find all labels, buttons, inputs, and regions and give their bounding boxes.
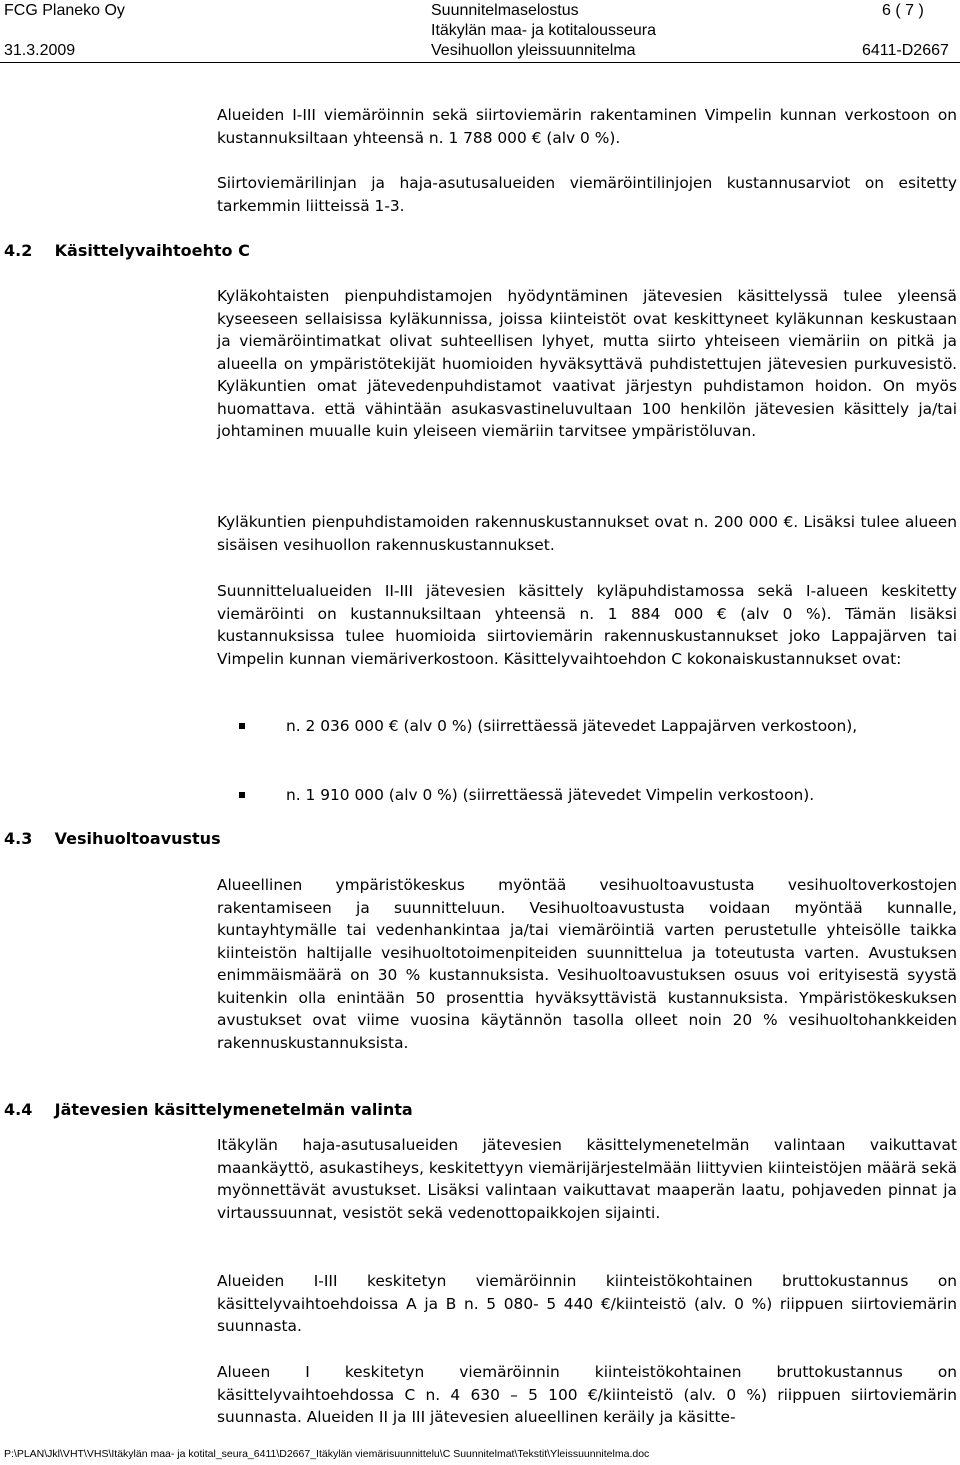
paragraph-gross-cost-c: Alueen I keskitetyn viemäröinnin kiinteistökohtainen bruttokustannus on käsittelyvaihtoehdossa C n. 4 630 – 5 100 €/kiinteistö (alv. 0 %) riippuen siirtoviemärin suunnasta. Alueiden II ja III jätevesien alueellinen keräily ja käsitte- (217, 1363, 957, 1426)
header-plan: Vesihuollon yleissuunnitelma (431, 42, 636, 59)
header-date: 31.3.2009 (4, 42, 76, 59)
paragraph-village-costs: Kyläkuntien pienpuhdistamoiden rakennuskustannukset ovat n. 200 000 €. Lisäksi tulee alueen sisäisen vesihuollon rakennuskustannukset. (217, 513, 957, 554)
section-title: Jätevesien käsittelymenetelmän valinta (54, 1100, 413, 1119)
bullet-marker (239, 723, 245, 729)
bullet-vimpeli-cost: n. 1 910 000 (alv 0 %) (siirrettäessä jätevedet Vimpelin verkostoon). (286, 786, 815, 804)
paragraph-sewer-costs: Alueiden I-III viemäröinnin sekä siirtoviemärin rakentaminen Vimpelin kunnan verkostoon on kustannuksiltaan yhteensä n. 1 788 000 € (alv 0 %). (217, 106, 957, 147)
section-title: Vesihuoltoavustus (54, 829, 221, 848)
section-number: 4.3 (4, 829, 33, 848)
header-doc-type: Suunnitelmaselostus (431, 2, 579, 19)
bullet-lappajarvi-cost: n. 2 036 000 € (alv 0 %) (siirrettäessä jätevedet Lappajärven verkostoon), (286, 717, 858, 735)
header-project-code: 6411-D2667 (862, 42, 949, 59)
section-number: 4.4 (4, 1100, 33, 1119)
section-heading-4-2 (4, 240, 250, 262)
header-project: Itäkylän maa- ja kotitalousseura (431, 22, 656, 39)
paragraph-method-selection: Itäkylän haja-asutusalueiden jätevesien käsittelymenetelmän valintaan vaikuttavat maankäyttö, asukastiheys, keskitettyyn viemärijärjestelmään liittyvien kiinteistöjen määrä sekä myönnettävät avustukset. Lisäksi valintaan vaikuttavat maaperän laatu, pohjaveden pinnat ja virtaussuunnat, vesistöt sekä vedenottopaikkojen sijainti. (217, 1136, 957, 1222)
section-number: 4.2 (4, 241, 33, 260)
header-page-number: 6 ( 7 ) (882, 2, 924, 19)
section-heading-4-3 (4, 828, 221, 850)
paragraph-cost-estimates: Siirtoviemärilinjan ja haja-asutusalueiden viemäröintilinjojen kustannusarviot on esitetty tarkemmin liitteissä 1-3. (217, 174, 957, 215)
paragraph-water-subsidy: Alueellinen ympäristökeskus myöntää vesihuoltoavustusta vesihuoltoverkostojen rakentamiseen ja suunnitteluun. Vesihuoltoavustusta voidaan myöntää kunnalle, kuntayhtymälle tai vedenhankintaa ja/tai viemäröintiä varten perustetulle yhteisölle taikka kiinteistön haltijalle vesihuoltotoimenpiteiden suunnittelua ja toteutusta varten. Avustuksen enimmäismäärä on 30 % kustannuksista. Vesihuoltoavustuksen osuus voi erityisestä syystä kuitenkin olla enintään 50 prosenttia hyväksyttävistä kustannuksista. Ympäristökeskuksen avustukset ovat viime vuosina käytännön tasolla olleet noin 20 % vesihuoltohankkeiden rakennuskustannuksista. (217, 876, 957, 1052)
paragraph-option-c-costs: Suunnittelualueiden II-III jätevesien käsittely kyläpuhdistamossa sekä I-alueen keskitetty viemäröinti on kustannuksiltaan yhteensä n. 1 884 000 € (alv 0 %). Tämän lisäksi kustannuksissa tulee huomioida siirtoviemärin rakennuskustannukset joko Lappajärven tai Vimpelin kunnan viemäriverkostoon. Käsittelyvaihtoehdon C kokonaiskustannukset ovat: (217, 582, 957, 668)
section-title: Käsittelyvaihtoehto C (54, 241, 250, 260)
bullet-marker (239, 792, 245, 798)
paragraph-gross-cost-ab: Alueiden I-III keskitetyn viemäröinnin kiinteistökohtainen bruttokustannus on käsittelyvaihtoehdoissa A ja B n. 5 080- 5 440 €/kiinteistö (alv. 0 %) riippuen siirtoviemärin suunnasta. (217, 1272, 957, 1335)
footer-file-path: P:\PLAN\Jkl\VHT\VHS\Itäkylän maa- ja kotital_seura_6411\D2667_Itäkylän viemärisuunnittelu\C Suunnitelmat\Tekstit\Yleissuunnitelma.doc (4, 1448, 650, 1460)
paragraph-village-treatment: Kyläkohtaisten pienpuhdistamojen hyödyntäminen jätevesien käsittelyssä tulee yleensä kyseeseen sellaisissa kyläkunnissa, joissa kiinteistöt ovat keskittyneet kyläkunnan keskustaan ja viemäröintimatkat olivat suhteellisen lyhyet, mutta siirto yhteiseen viemäriin on pitkä ja alueella on ympäristötekijät huomioiden hyväksyttävä puhdistettujen jätevesien purkuvesistö. Kyläkuntien omat jätevedenpuhdistamot vaativat järjestyn puhdistamon hoidon. On myös huomattava. että vähintään asukasvastineluvultaan 100 henkilön jätevesien käsittely ja/tai johtaminen muualle kuin yleiseen viemäriin tarvitsee ympäristöluvan. (217, 287, 957, 440)
header-divider (0, 62, 960, 63)
header-company: FCG Planeko Oy (4, 2, 125, 19)
section-heading-4-4 (4, 1099, 413, 1121)
